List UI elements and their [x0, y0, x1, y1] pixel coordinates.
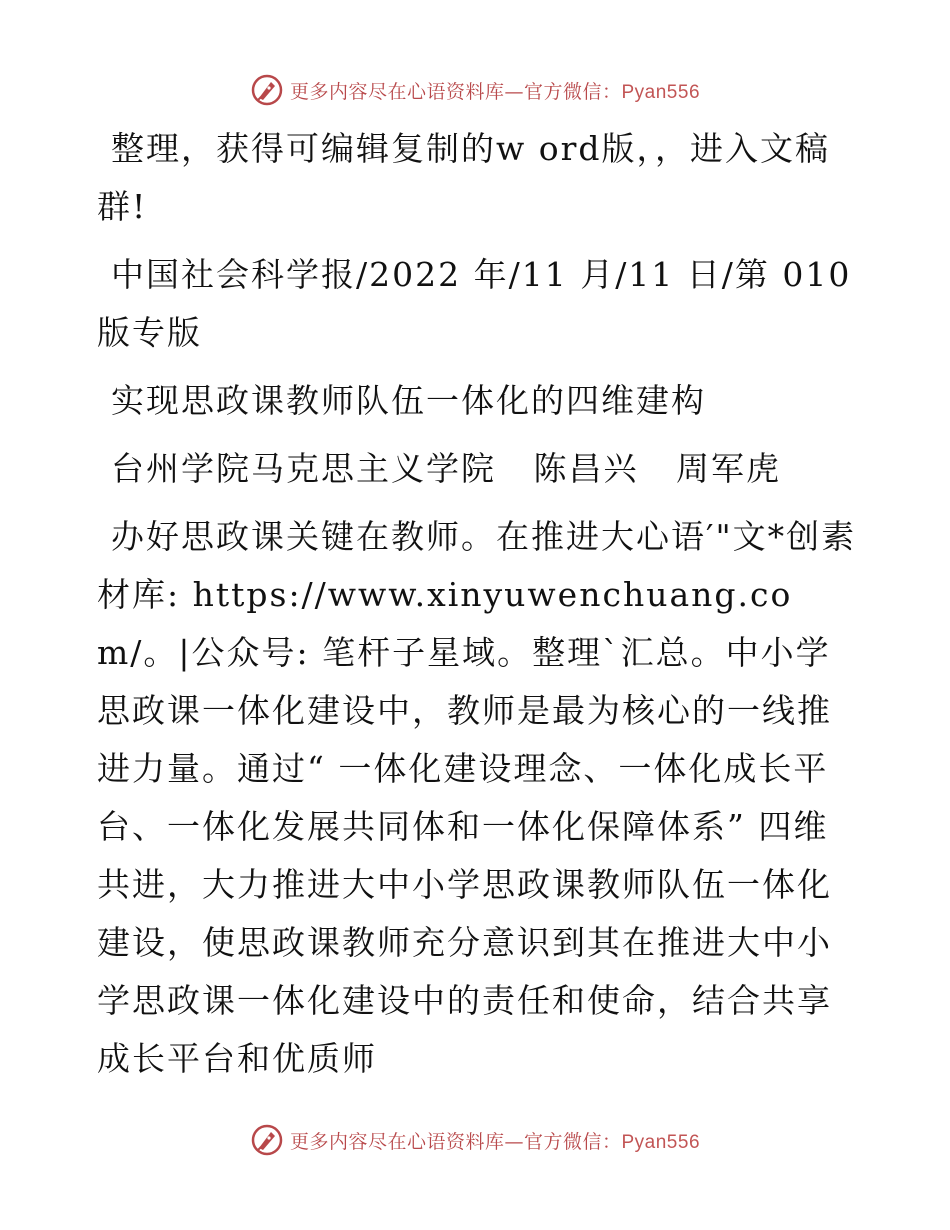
wechat-id: Pyan556: [621, 81, 701, 103]
author-line: 台州学院马克思主义学院 陈昌兴 周军虎: [111, 449, 781, 488]
watermark-text: [290, 1127, 700, 1154]
intro-paragraph: 整理，获得可编辑复制的w ord版，，进入文稿群!: [97, 129, 831, 226]
source-line: 中国社会科学报/2022 年/11 月/11 日/第 010 版专版: [97, 255, 852, 352]
article-title: 实现思政课教师队伍一体化的四维建构: [111, 381, 706, 420]
pen-nib-logo-icon: [250, 1123, 284, 1157]
watermark-label: 更多内容尽在心语资料库—官方微信：: [289, 1130, 622, 1153]
watermark-label: 更多内容尽在心语资料库—官方微信：: [289, 80, 622, 103]
wechat-id: Pyan556: [621, 1131, 701, 1153]
pen-nib-logo-icon: [250, 73, 284, 107]
document-body: [97, 120, 857, 1098]
header-watermark-banner: [0, 70, 950, 110]
footer-watermark-banner: [0, 1120, 950, 1160]
watermark-text: [290, 77, 700, 104]
body-paragraph: 办好思政课关键在教师。在推进大心语′"文*创素材库: https://www.xinyuwenchuang.com/。|公众号: 笔杆子星域。整理`汇总。中小学思政课一体化建设中，教师是最为核心的一线推进力量。通过“ 一体化建设理念、一体化成长平台、一体化发展共同体和一体化保障体系” 四维共进，大力推进大中小学思政课教师队伍一体化建设，使思政课教师充分意识到其在推进大中小学思政课一体化建设中的责任和使命，结合共享成长平台和优质师: [97, 517, 857, 1078]
